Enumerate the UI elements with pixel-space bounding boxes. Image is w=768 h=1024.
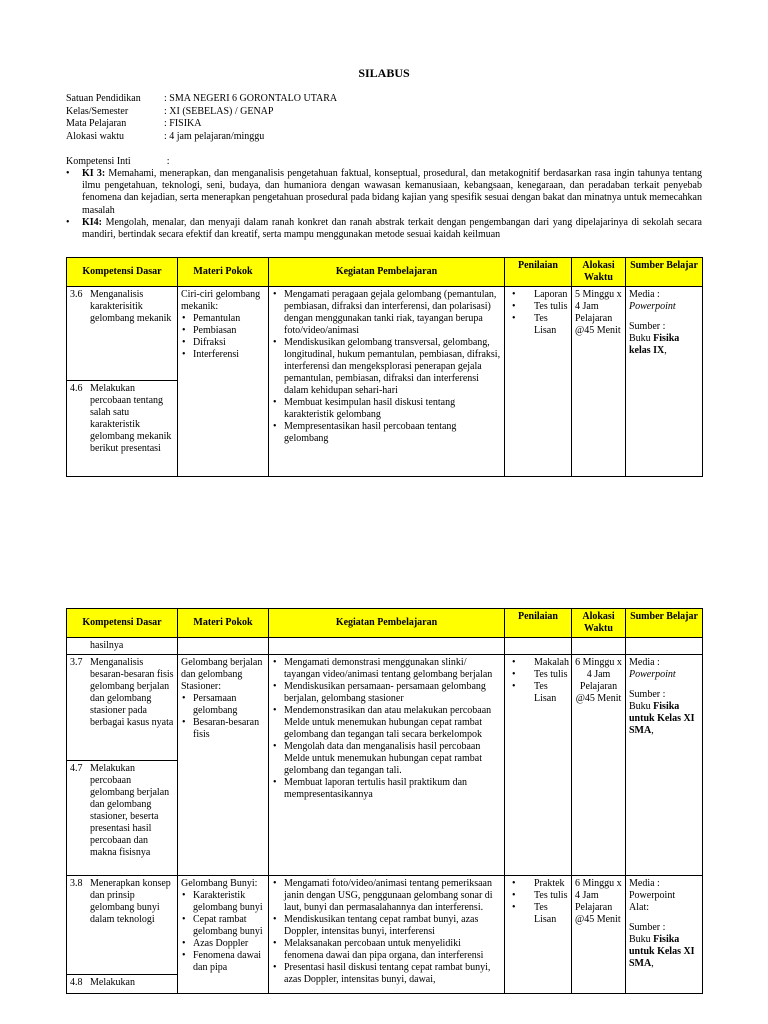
- materi-item: • Difraksi: [181, 337, 265, 349]
- kd-text: Melakukan percobaan tentang salah satu karakteristik gelombang mekanik berikut presentasi: [90, 383, 172, 454]
- silabus-table-2: [66, 608, 703, 994]
- materi-item: • Persamaan gelombang: [181, 693, 265, 717]
- header-kompetensi-dasar: Kompetensi Dasar: [67, 258, 178, 287]
- identity-key: Satuan Pendidikan: [66, 93, 141, 104]
- sumber-cell: [626, 876, 703, 994]
- header-penilaian: Penilaian: [505, 258, 572, 287]
- materi-heading: Gelombang berjalan dan gelombang Stasioner:: [181, 657, 263, 692]
- kegiatan-item: • Mengamati foto/video/animasi tentang pemeriksaan janin dengan USG, penggunaan gelombang sonar di laut, bunyi dan permasalahannya dan interferensi.: [272, 878, 501, 914]
- sumber-cell: [626, 287, 703, 477]
- media-value: Powerpoint: [629, 669, 676, 680]
- kegiatan-list: [272, 878, 501, 986]
- identity-row: [66, 131, 337, 144]
- kegiatan-list: [272, 657, 501, 801]
- header-alokasi: Alokasi Waktu: [572, 258, 626, 287]
- empty-cell: [269, 638, 505, 655]
- sumber-buku: Buku: [629, 701, 654, 712]
- kd-cell: [67, 655, 178, 761]
- ki-item: [66, 168, 702, 217]
- kd-cell: [67, 876, 178, 994]
- identity-value: : FISIKA: [164, 118, 202, 130]
- media-label: Media :: [629, 657, 660, 668]
- kegiatan-list: [272, 289, 501, 445]
- ki-heading: [66, 156, 702, 168]
- materi-cell: [178, 287, 269, 477]
- sumber-buku-title: Fisika kelas IX: [629, 333, 680, 356]
- penilaian-cell: [505, 287, 572, 477]
- empty-cell: [178, 638, 269, 655]
- kegiatan-item: • Mendiskusikan persamaan- persamaan gelombang berjalan, gelombang stasioner: [272, 681, 501, 705]
- penilaian-list: [508, 878, 568, 926]
- identity-row: [66, 93, 337, 106]
- kegiatan-item: • Melaksanakan percobaan untuk menyelidiki fenomena dawai dan pipa organa, dan interferensi: [272, 938, 501, 962]
- penilaian-item: • Laporan: [508, 289, 568, 301]
- penilaian-item: • Tes tulis: [508, 890, 568, 902]
- penilaian-item: • Tes Lisan: [508, 313, 568, 337]
- kd-number: 3.7: [70, 657, 83, 668]
- header-materi-pokok: Materi Pokok: [178, 609, 269, 638]
- media-label: Media :: [629, 289, 660, 300]
- identity-value: : 4 jam pelajaran/minggu: [164, 130, 265, 142]
- kegiatan-item: • Presentasi hasil diskusi tentang cepat rambat bunyi, azas Doppler, intensitas bunyi, dawai,: [272, 962, 501, 986]
- materi-list: [181, 693, 265, 741]
- alokasi-cell: 6 Minggu x 4 Jam Pelajaran @45 Menit: [572, 655, 626, 876]
- kd-number: 4.7: [70, 763, 83, 774]
- header-sumber: Sumber Belajar: [626, 609, 703, 638]
- penilaian-list: [508, 289, 568, 337]
- kd-number: 4.6: [70, 383, 83, 394]
- kompetensi-inti: [66, 156, 702, 241]
- empty-cell: [572, 638, 626, 655]
- kegiatan-item: • Mengolah data dan menganalisis hasil percobaan Melde untuk menemukan hubungan cepat rambat gelombang dan tegangan tali.: [272, 741, 501, 777]
- ki-label: KI4:: [82, 216, 102, 228]
- materi-item: • Cepat rambat gelombang bunyi: [181, 914, 265, 938]
- table-row: [67, 655, 703, 761]
- kegiatan-item: • Mendemonstrasikan dan atau melakukan percobaan Melde untuk menemukan hubungan cepat rambat gelombang dan tegangan tali secara berkelompok: [272, 705, 501, 741]
- empty-cell: [626, 638, 703, 655]
- header-kegiatan: Kegiatan Pembelajaran: [269, 609, 505, 638]
- kd-text: Menganalisis karakterisitik gelombang mekanik: [90, 289, 172, 324]
- identity-value: : SMA NEGERI 6 GORONTALO UTARA: [164, 93, 338, 104]
- materi-item: • Fenomena dawai dan pipa: [181, 950, 265, 974]
- header-kompetensi-dasar: Kompetensi Dasar: [67, 609, 178, 638]
- kegiatan-item: • Membuat kesimpulan hasil diskusi tentang karakteristik gelombang: [272, 397, 501, 421]
- media-value: Powerpoint: [629, 301, 676, 312]
- kd-cell: [67, 381, 178, 477]
- kd-text: Melakukan: [90, 977, 135, 988]
- kd-number: 3.6: [70, 289, 83, 300]
- materi-item: • Azas Doppler: [181, 938, 265, 950]
- penilaian-item: • Tes tulis: [508, 301, 568, 313]
- ki-heading-text: Kompetensi Inti: [66, 156, 131, 167]
- materi-item: • Pemantulan: [181, 313, 265, 325]
- kd-number: 3.8: [70, 878, 83, 889]
- kegiatan-item: • Mendiskusikan gelombang transversal, gelombang, longitudinal, hukum pemantulan, pembiasan, difraksi, interferensi dan mengeksplorasi penerapan gejala pemantulan, pembiasan, difraksi dan interferensi dalam kehidupan sehari-hari: [272, 337, 501, 397]
- identity-block: [66, 93, 337, 143]
- table-header-row: [67, 609, 703, 638]
- sumber-buku-title: Fisika untuk Kelas XI SMA: [629, 934, 695, 969]
- kd-text: Menerapkan konsep dan prinsip gelombang bunyi dalam teknologi: [90, 878, 171, 925]
- identity-key: Alokasi waktu: [66, 130, 125, 142]
- page-title: SILABUS: [358, 66, 410, 80]
- penilaian-cell: [505, 876, 572, 994]
- penilaian-cell: [505, 655, 572, 876]
- sumber-tail: ,: [664, 345, 667, 356]
- kd-number: 4.8: [70, 977, 83, 988]
- sumber-label: Sumber :: [629, 689, 666, 700]
- kd-text: Melakukan percobaan gelombang berjalan dan gelombang stasioner, beserta presentasi hasil percobaan dan makna fisisnya: [90, 763, 170, 858]
- alat-label: Alat:: [629, 902, 649, 913]
- ki-text: Memahami, menerapkan, dan menganalisis pengetahuan faktual, konseptual, prosedural, dan metakognitif berdasarkan rasa ingin tahunya tentang ilmu pengetahuan, teknologi, seni, budaya, dan humaniora dengan wawasan kemanusiaan, kebangsaan, kenegaraan, dan peradaban terkait penyebab fenomena dan kejadian, serta menerapkan pengetahuan prosedural pada bidang kajian yang spesifik sesuai dengan bakat dan minatnya untuk memecahkan masalah: [82, 168, 702, 216]
- penilaian-item: • Praktek: [508, 878, 568, 890]
- kd-cell: [67, 761, 178, 876]
- sumber-label: Sumber :: [629, 321, 666, 332]
- penilaian-item: • Tes Lisan: [508, 902, 568, 926]
- table-header-row: [67, 258, 703, 287]
- kegiatan-cell: [269, 876, 505, 994]
- materi-heading: Gelombang Bunyi:: [181, 878, 258, 889]
- penilaian-item: • Tes Lisan: [508, 681, 568, 705]
- media-label: Media :: [629, 878, 660, 889]
- table-row: [67, 876, 703, 994]
- ki-colon: :: [166, 156, 170, 167]
- sumber-buku: Buku: [629, 934, 654, 945]
- table-row: [67, 638, 703, 655]
- header-penilaian: Penilaian: [505, 609, 572, 638]
- materi-item: • Karakteristik gelombang bunyi: [181, 890, 265, 914]
- kegiatan-cell: [269, 287, 505, 477]
- alokasi-cell: 5 Minggu x 4 Jam Pelajaran @45 Menit: [572, 287, 626, 477]
- identity-value: : XI (SEBELAS) / GENAP: [164, 105, 274, 117]
- ki-item: [66, 217, 702, 241]
- kegiatan-cell: [269, 655, 505, 876]
- header-alokasi: Alokasi Waktu: [572, 609, 626, 638]
- identity-row: [66, 118, 337, 131]
- media-value: Powerpoint: [629, 890, 676, 901]
- identity-key: Kelas/Semester: [66, 105, 129, 117]
- penilaian-list: [508, 657, 568, 705]
- materi-cell: [178, 876, 269, 994]
- materi-list: [181, 890, 265, 974]
- penilaian-item: • Makalah: [508, 657, 568, 669]
- sumber-buku-title: Fisika untuk Kelas XI SMA: [629, 701, 695, 736]
- materi-heading: Ciri-ciri gelombang mekanik:: [181, 289, 261, 312]
- ki-label: KI 3:: [82, 168, 106, 179]
- kegiatan-item: • Mengamati peragaan gejala gelombang (pemantulan, pembiasan, difraksi dan interferensi, dan polarisasi) dengan menggunakan tanki riak, tayangan berupa foto/video/animasi: [272, 289, 501, 337]
- identity-row: [66, 106, 337, 119]
- sumber-tail: ,: [651, 958, 654, 969]
- sumber-tail: ,: [651, 725, 654, 736]
- kd-text: Menganalisis besaran-besaran fisis gelombang berjalan dan gelombang stasioner pada berbagai kasus nyata: [90, 657, 174, 728]
- materi-list: [181, 313, 265, 361]
- empty-cell: [505, 638, 572, 655]
- materi-item: • Interferensi: [181, 349, 265, 361]
- sumber-cell: [626, 655, 703, 876]
- kegiatan-item: • Mengamati demonstrasi menggunakan slinki/ tayangan video/animasi tentang gelombang berjalan: [272, 657, 501, 681]
- sumber-buku: Buku: [629, 333, 654, 344]
- sumber-label: Sumber :: [629, 922, 666, 933]
- penilaian-item: • Tes tulis: [508, 669, 568, 681]
- table-row: [67, 287, 703, 381]
- continued-cell: hasilnya: [67, 638, 178, 655]
- kd-cell: [67, 287, 178, 381]
- identity-key: Mata Pelajaran: [66, 118, 127, 130]
- materi-item: • Pembiasan: [181, 325, 265, 337]
- header-materi-pokok: Materi Pokok: [178, 258, 269, 287]
- header-kegiatan: Kegiatan Pembelajaran: [269, 258, 505, 287]
- ki-list: [66, 168, 702, 241]
- silabus-table-1: [66, 257, 703, 477]
- alokasi-cell: 6 Minggu x 4 Jam Pelajaran @45 Menit: [572, 876, 626, 994]
- ki-text: Mengolah, menalar, dan menyaji dalam ranah konkret dan ranah abstrak terkait dengan pengembangan dari yang dipelajarinya di sekolah secara mandiri, bertindak secara efektif dan kreatif, serta mampu menggunakan metode sesuai kaidah keilmuan: [82, 216, 702, 241]
- kegiatan-item: • Membuat laporan tertulis hasil praktikum dan mempresentasikannya: [272, 777, 501, 801]
- materi-item: • Besaran-besaran fisis: [181, 717, 265, 741]
- header-sumber: Sumber Belajar: [626, 258, 703, 287]
- kegiatan-item: • Mempresentasikan hasil percobaan tentang gelombang: [272, 421, 501, 445]
- materi-cell: [178, 655, 269, 876]
- kegiatan-item: • Mendiskusikan tentang cepat rambat bunyi, azas Doppler, intensitas bunyi, interferensi: [272, 914, 501, 938]
